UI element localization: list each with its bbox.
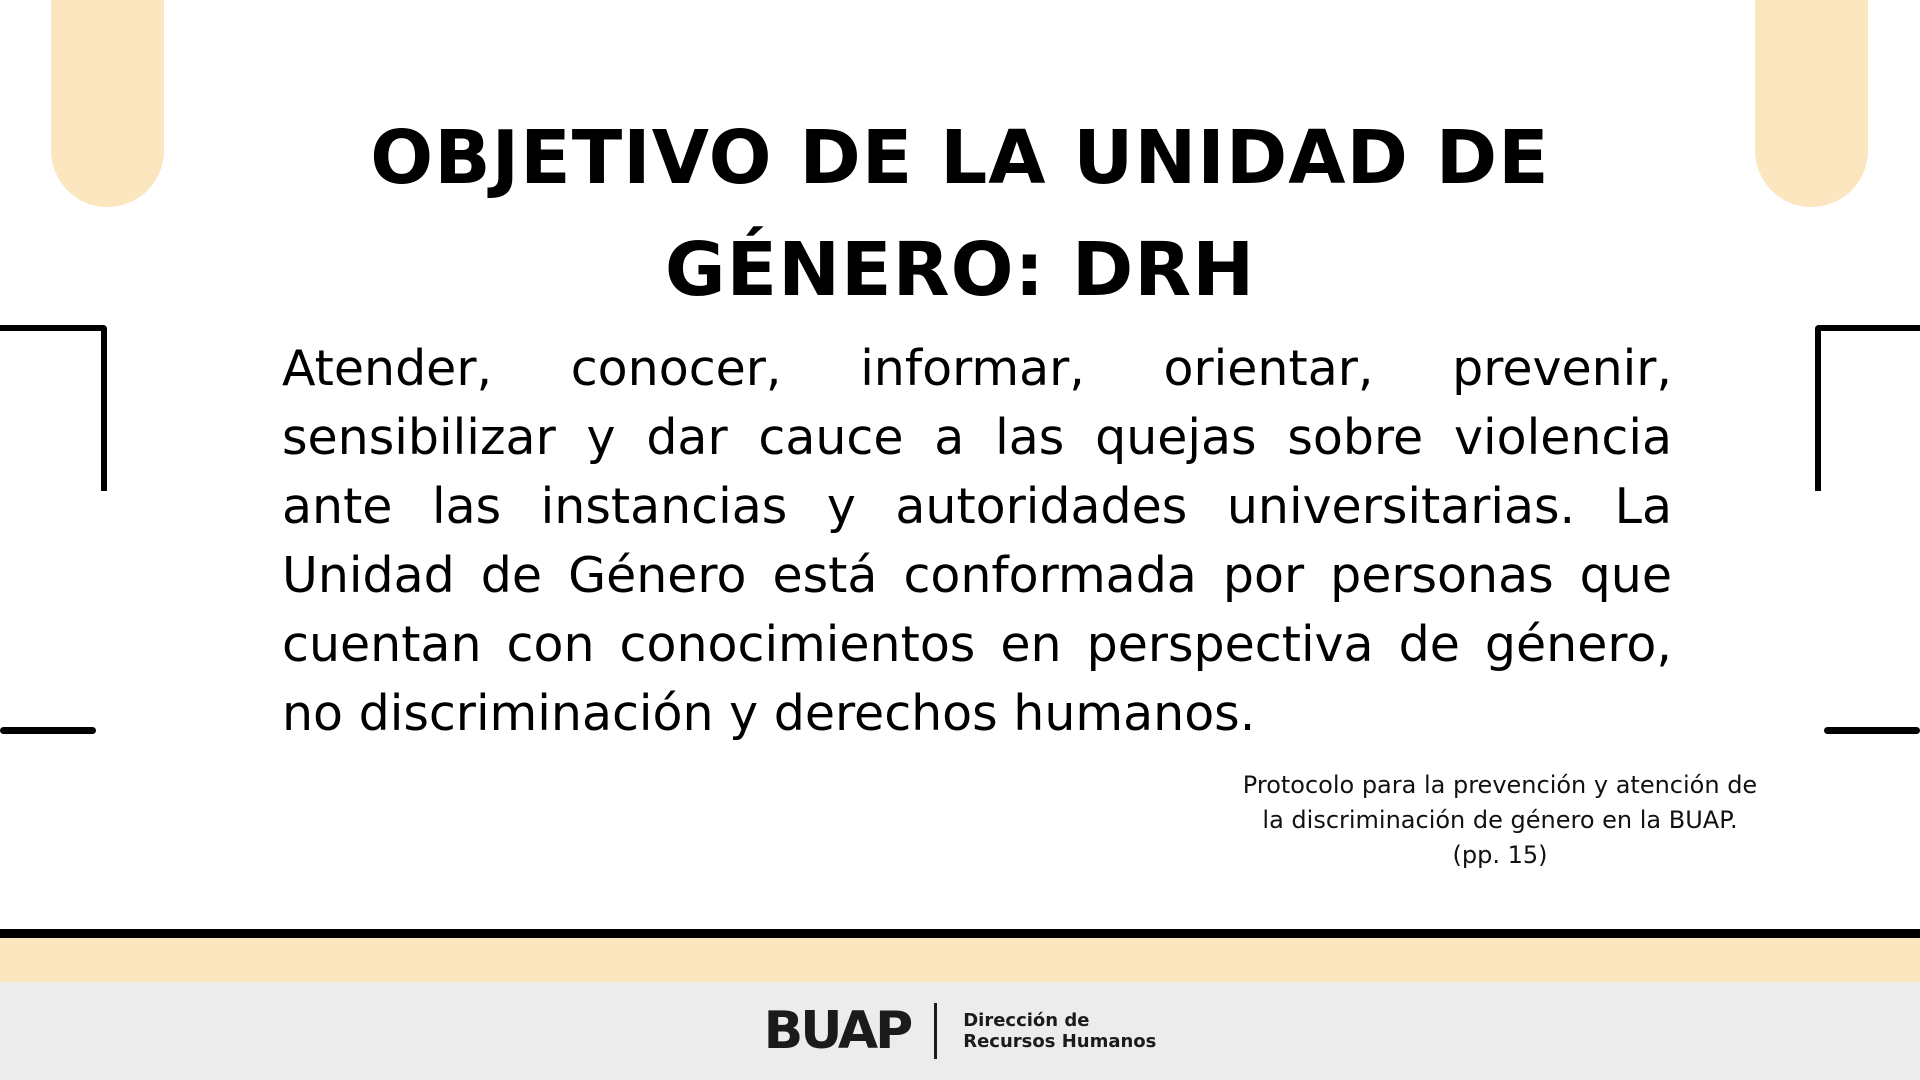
frame-tick-left xyxy=(0,727,96,734)
logo-divider xyxy=(934,1003,937,1059)
frame-tick-right xyxy=(1824,727,1920,734)
buap-wordmark: BUAP xyxy=(763,1001,911,1061)
decorative-tab-right xyxy=(1755,0,1868,207)
decorative-tab-left xyxy=(51,0,164,207)
citation-line: (pp. 15) xyxy=(1452,841,1548,869)
slide-body-text: Atender, conocer, informar, orientar, prevenir, sensibilizar y dar cauce a las quejas sobre violencia ante las instancias y autoridades universitarias. La Unidad de Género está conformada por personas que cuentan con conocimientos en perspectiva de género, no discriminación y derechos humanos. xyxy=(282,340,1672,742)
frame-bracket-right xyxy=(1815,325,1920,491)
buap-logo xyxy=(0,982,1920,1080)
department-name xyxy=(963,1010,1156,1052)
frame-bracket-left xyxy=(0,325,107,491)
citation xyxy=(1230,768,1770,873)
department-name-line: Dirección de xyxy=(963,1010,1090,1031)
department-name-line: Recursos Humanos xyxy=(963,1031,1157,1052)
slide-title: OBJETIVO DE LA UNIDAD DE GÉNERO: DRH xyxy=(370,115,1550,313)
footer-accent-band xyxy=(0,938,1920,982)
citation-line: la discriminación de género en la BUAP. xyxy=(1262,806,1738,834)
footer-divider-line xyxy=(0,929,1920,938)
citation-line: Protocolo para la prevención y atención de xyxy=(1242,771,1758,799)
